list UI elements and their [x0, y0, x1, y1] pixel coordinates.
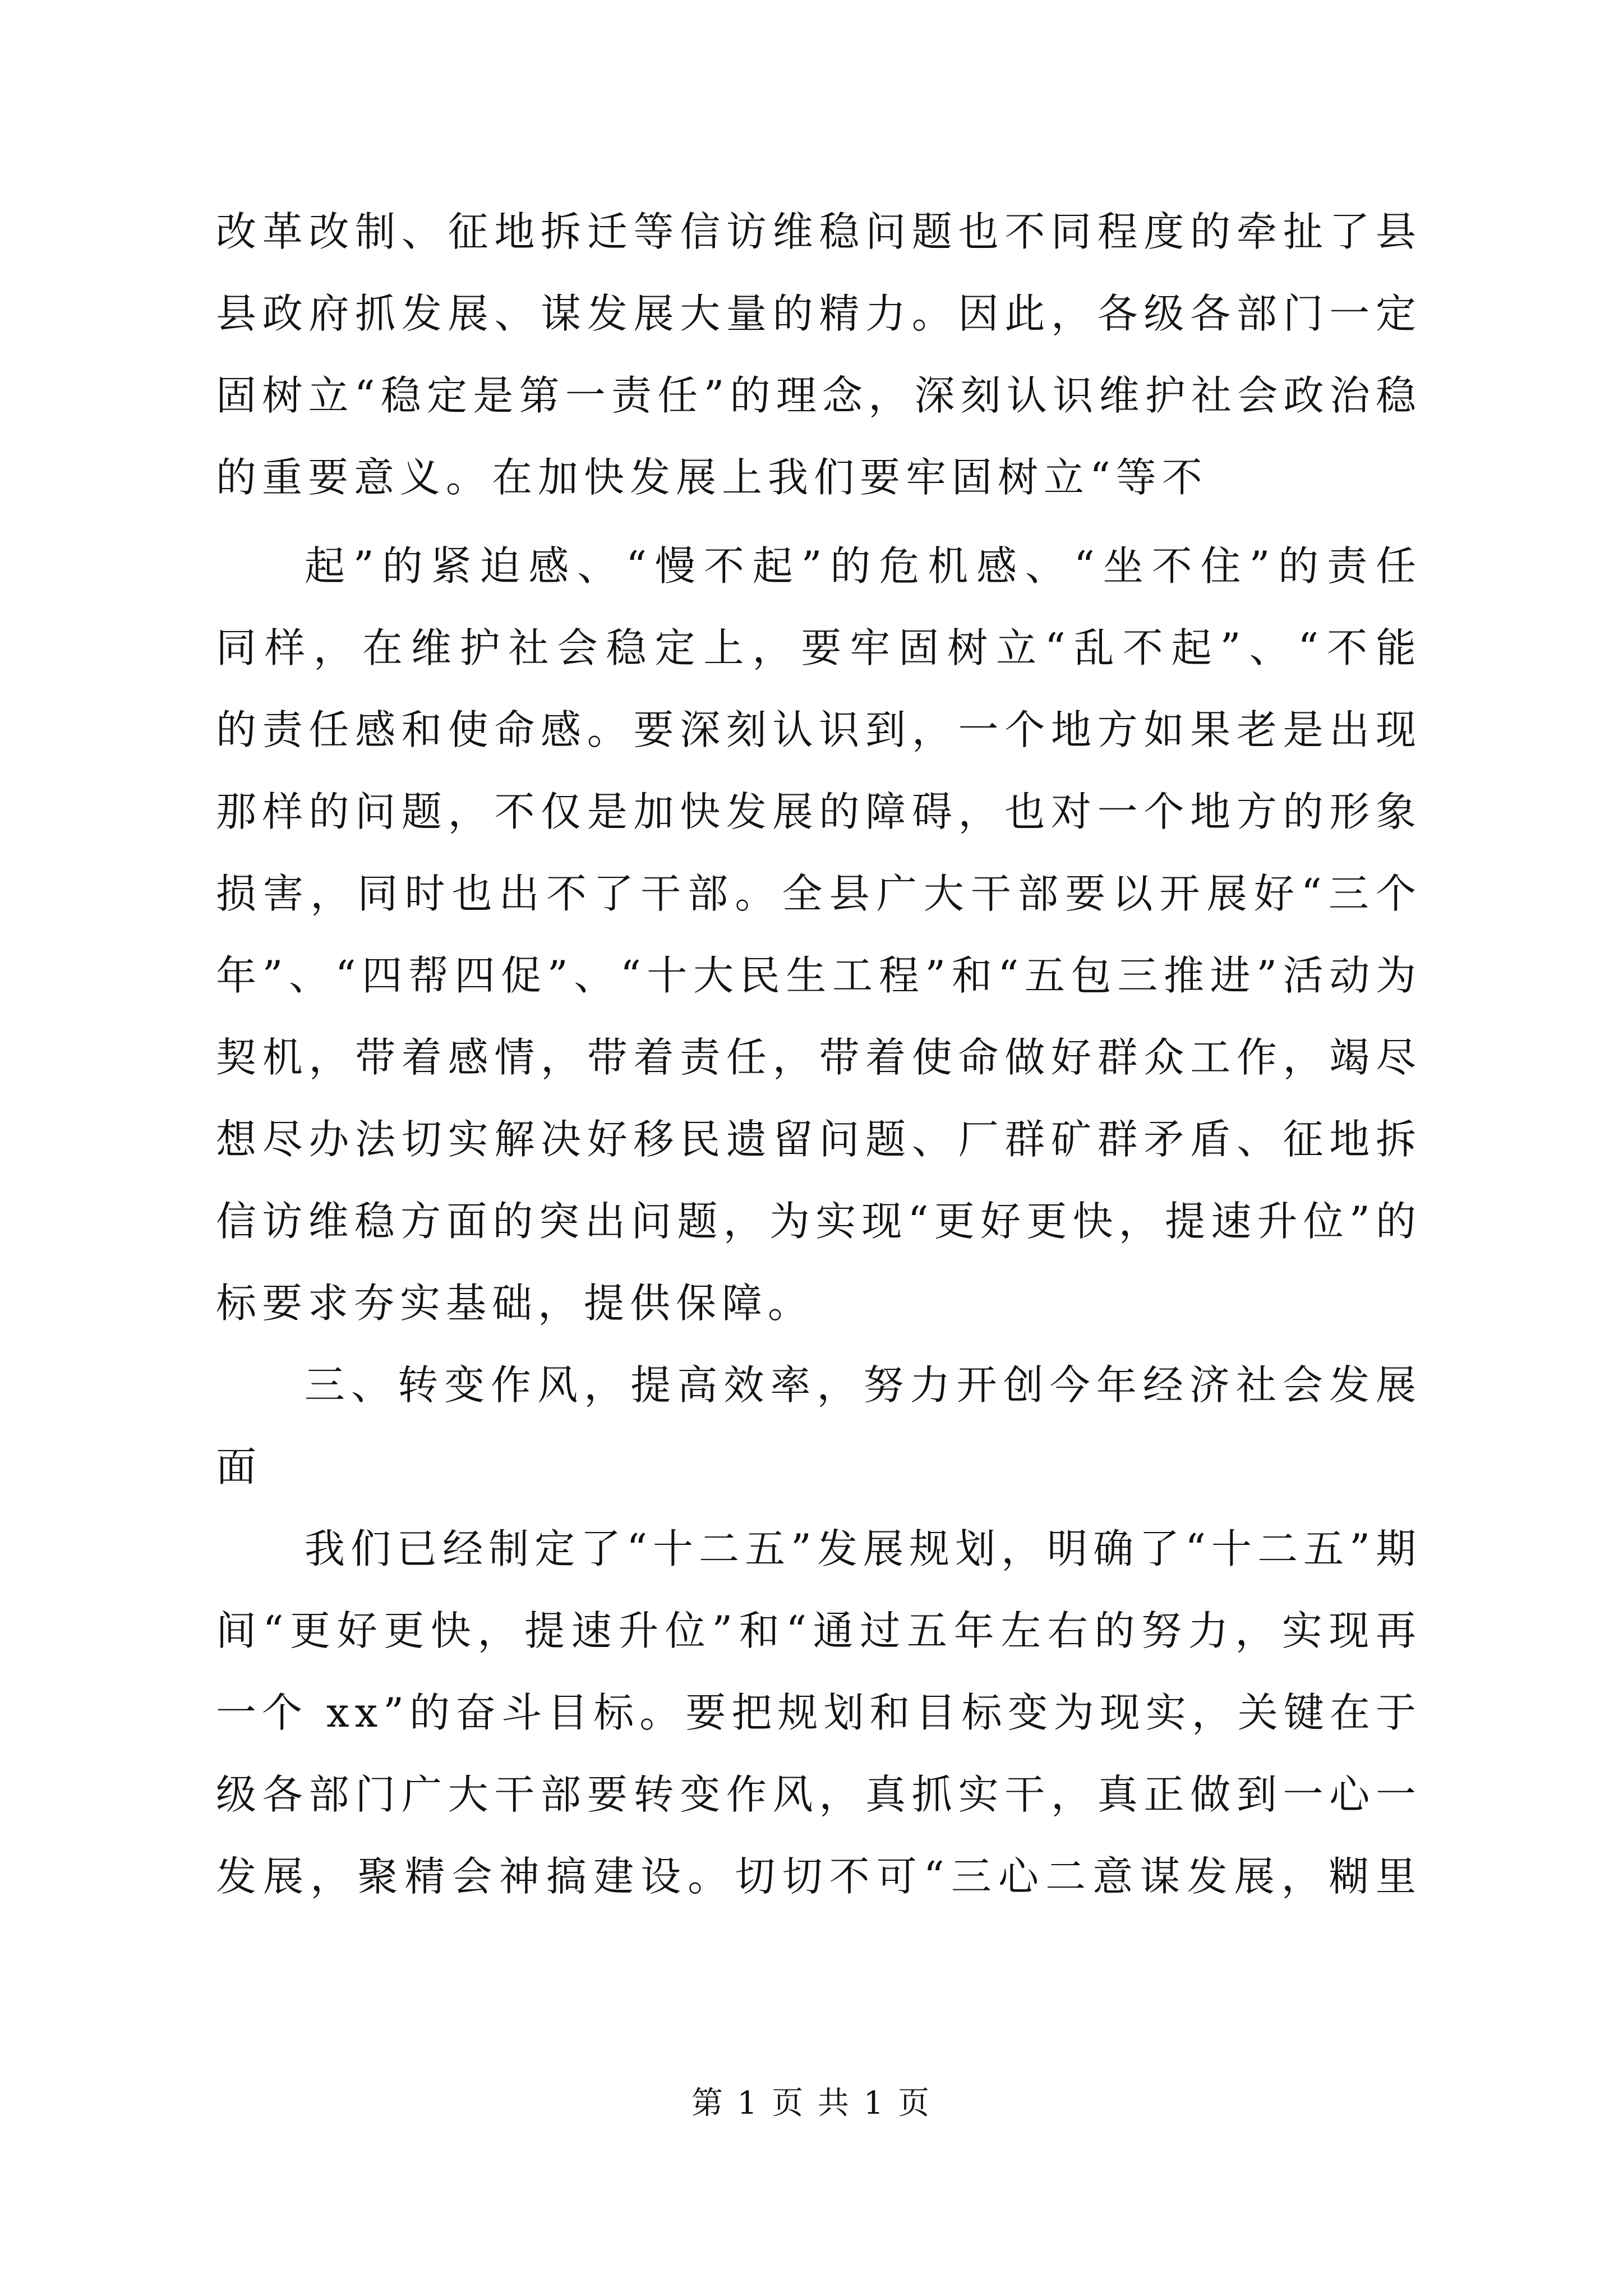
text-line: 那样的问题，不仅是加快发展的障碍，也对一个地方的形象 — [216, 788, 1422, 835]
text-line: 损害，同时也出不了干部。全县广大干部要以开展好“三个 — [216, 870, 1422, 917]
text-line: 年”、“四帮四促”、“十大民生工程”和“五包三推进”活动为 — [216, 952, 1422, 999]
text-line: 间“更好更快，提速升位”和“通过五年左右的努力，实现再 — [216, 1607, 1422, 1654]
text-line: 的责任感和使命感。要深刻认识到，一个地方如果老是出现 — [216, 706, 1422, 753]
text-line: 改革改制、征地拆迁等信访维稳问题也不同程度的牵扯了县 — [216, 208, 1422, 255]
text-line: 同样，在维护社会稳定上，要牢固树立“乱不起”、“不能 — [216, 624, 1422, 671]
text-line: 一个 xx”的奋斗目标。要把规划和目标变为现实，关键在于 — [216, 1689, 1422, 1736]
text-line: 标要求夯实基础，提供保障。 — [216, 1280, 814, 1327]
section-heading-line: 三、转变作风，提高效率，努力开创今年经济社会发展 — [305, 1361, 1422, 1409]
text-line: 级各部门广大干部要转变作风，真抓实干，真正做到一心一 — [216, 1771, 1422, 1818]
section-heading-line: 面 — [216, 1443, 262, 1490]
text-line: 县政府抓发展、谋发展大量的精力。因此，各级各部门一定 — [216, 290, 1422, 337]
text-line: 的重要意义。在加快发展上我们要牢固树立“等不 — [216, 454, 1208, 501]
text-line: 信访维稳方面的突出问题，为实现“更好更快，提速升位”的 — [216, 1198, 1422, 1245]
text-line: 发展，聚精会神搞建设。切切不可“三心二意谋发展，糊里 — [216, 1853, 1422, 1900]
text-line: 起”的紧迫感、“慢不起”的危机感、“坐不住”的责任 — [305, 542, 1422, 590]
text-line: 想尽办法切实解决好移民遗留问题、厂群矿群矛盾、征地拆 — [216, 1116, 1422, 1163]
text-line: 固树立“稳定是第一责任”的理念，深刻认识维护社会政治稳 — [216, 372, 1422, 419]
document-body — [216, 191, 1422, 1917]
text-line: 我们已经制定了“十二五”发展规划，明确了“十二五”期 — [305, 1525, 1422, 1572]
page-number-footer: 第 1 页 共 1 页 — [691, 2085, 932, 2122]
text-line: 契机，带着感情，带着责任，带着使命做好群众工作，竭尽 — [216, 1034, 1422, 1081]
